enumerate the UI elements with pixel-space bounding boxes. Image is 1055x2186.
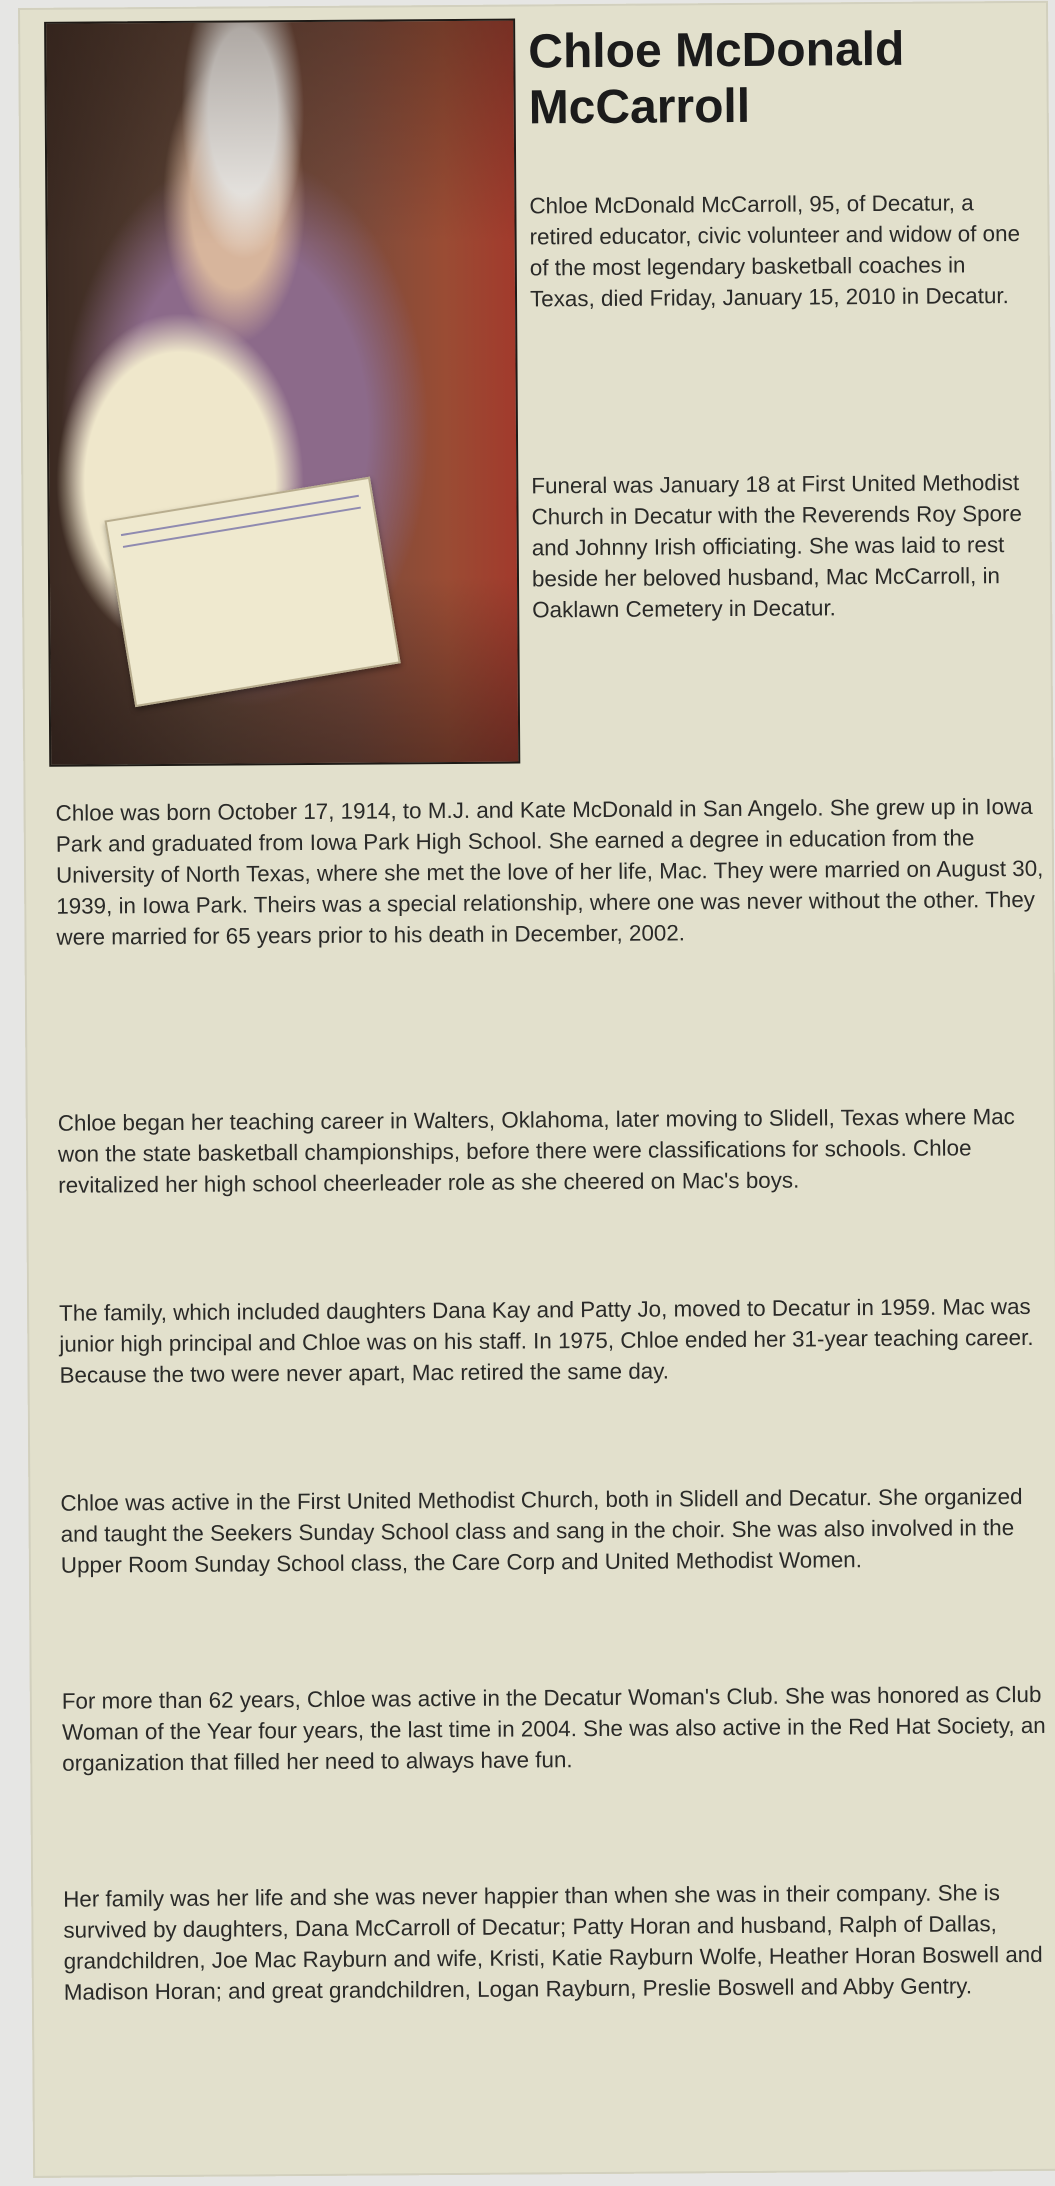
paragraph-church: Chloe was active in the First United Methodist Church, both in Slidell and Decatur. She organized and taught the Seekers Sunday School class and sang in the choir. She was also involved in the Upper Room Sunday School class, the Care Corp and United Methodist Women. bbox=[60, 1484, 1023, 1578]
obituary-title: Chloe McDonald McCarroll bbox=[528, 22, 905, 135]
paragraph-early-life: Chloe was born October 17, 1914, to M.J. and Kate McDonald in San Angelo. She grew up in Iowa Park and graduated from Iowa Park High School. She earned a degree in education from the University of North Texas, where she met the love of her life, Mac. They were married on August 30, 1939, in Iowa Park. Theirs was a special relationship, where one was never without the other. They were married for 65 years prior to his death in December, 2002. bbox=[55, 793, 1044, 950]
paragraph-survivors: Her family was her life and she was never happier than when she was in their company. She is survived by daughters, Dana McCarroll of Decatur; Patty Horan and husband, Ralph of Dallas, grandchildren, Joe Mac Rayburn and wife, Kristi, Katie Rayburn Wolfe, Heather Horan Boswell and Madison Horan; and great grandchildren, Logan Rayburn, Preslie Boswell and Abby Gentry. bbox=[63, 1880, 1043, 2005]
paragraph-teaching: Chloe began her teaching career in Walters, Oklahoma, later moving to Slidell, Texas where Mac won the state basketball championships, before there were classifications for schools. Chloe revitalized her high school cheerleader role as she cheered on Mac's boys. bbox=[57, 1104, 1015, 1198]
paragraph-club: For more than 62 years, Chloe was active in the Decatur Woman's Club. She was honored as Club Woman of the Year four years, the last time in 2004. She was also active in the Red Hat Society, an organization that filled her need to always have fun. bbox=[61, 1681, 1046, 1776]
paragraph-family: The family, which included daughters Dana Kay and Patty Jo, moved to Decatur in 1959. Mac was junior high principal and Chloe was on his staff. In 1975, Chloe ended her 31-year teaching career. Because the two were never apart, Mac retired the same day. bbox=[59, 1293, 1034, 1388]
portrait-photo bbox=[44, 19, 520, 767]
newspaper-clipping bbox=[18, 1, 1055, 2178]
paragraph-funeral: Funeral was January 18 at First United Methodist Church in Decatur with the Reverends Roy Spore and Johnny Irish officiating. She was laid to rest beside her beloved husband, Mac McCarroll, in Oaklawn Cemetery in Decatur. bbox=[531, 470, 1022, 623]
paragraph-intro: Chloe McDonald McCarroll, 95, of Decatur, a retired educator, civic volunteer and widow of one of the most legendary basketball coaches in Texas, died Friday, January 15, 2010 in Decatur. bbox=[529, 190, 1021, 312]
